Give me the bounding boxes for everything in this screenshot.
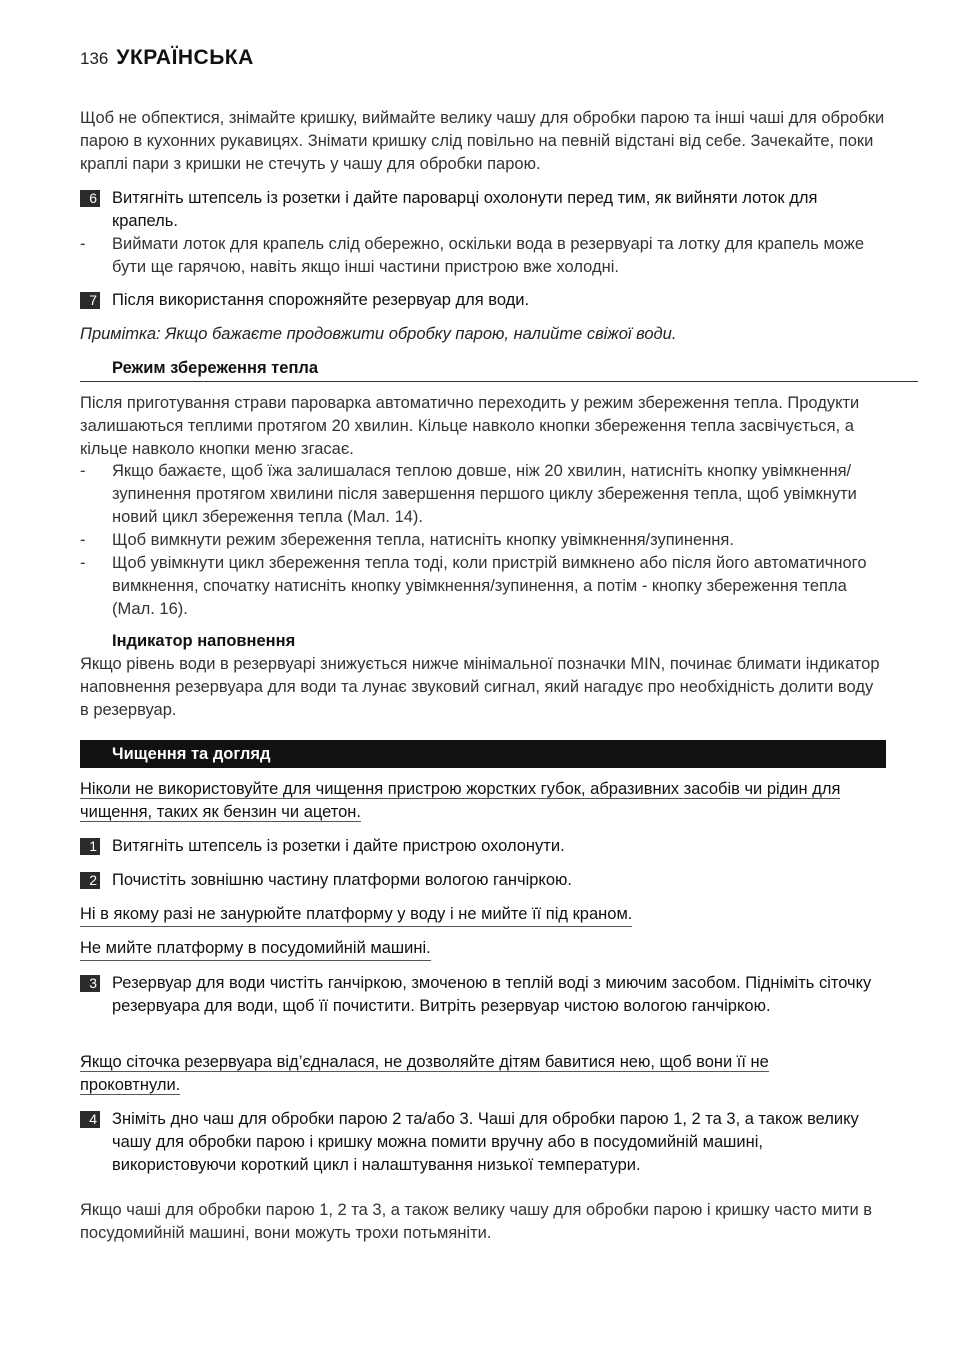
step-6-detail [80,233,886,279]
warning-text: Не мийте платформу в посудомийній машині. [80,937,431,961]
dash-marker: - [80,235,86,253]
step-number: 3 [80,975,100,992]
step-7 [80,289,886,312]
step-text: Почистіть зовнішню частину платформи вологою ганчіркою. [112,871,572,889]
step-text: Після використання спорожняйте резервуар для води. [112,291,530,309]
list-item [80,552,886,621]
step-2 [80,869,886,892]
step-4 [80,1108,886,1177]
keep-warm-heading: Режим збереження тепла [80,357,918,382]
step-text: Резервуар для води чистіть ганчіркою, змоченою в теплій воді з миючим засобом. Підніміть сіточку резервуара для води, щоб її почистити. Витріть резервуар чистою вологою ганчіркою. [112,974,872,1015]
final-paragraph: Якщо чаші для обробки парою 1, 2 та 3, а також велику чашу для обробки парою і кришку часто мити в посудомийній машині, вони можуть трохи потьмяніти. [80,1201,873,1242]
warning-no-dishwasher [80,937,886,961]
page-number: 136 [80,49,109,68]
step-number: 1 [80,838,100,855]
dash-marker: - [80,531,86,549]
step-number: 4 [80,1111,100,1128]
note: Примітка: Якщо бажаєте продовжити обробку парою, налийте свіжої води. [80,325,677,343]
step-text: Витягніть штепсель із розетки і дайте пристрою охолонути. [112,837,565,855]
fill-indicator-paragraph: Якщо рівень води в резервуарі знижується нижче мінімальної позначки MIN, починає блимати індикатор наповнення резервуара для води та лунає звуковий сигнал, який нагадує про необхідність долити воду в резервуар. [80,655,880,719]
intro-paragraph: Щоб не обпектися, знімайте кришку, виймайте велику чашу для обробки парою та інші чаші для обробки парою в кухонних рукавицях. Знімати кришку слід повільно на певній відстані від себе. Зачекайте, поки краплі пари з кришки не стечуть у чашу для обробки парою. [80,109,885,173]
language-title: УКРАЇНСЬКА [116,46,254,69]
step-number: 7 [80,292,100,309]
step-text: Витягніть штепсель із розетки і дайте пароварці охолонути перед тим, як вийняти лоток для крапель. [112,189,818,230]
dash-marker: - [80,554,86,572]
warning-text: Ніколи не використовуйте для чищення пристрою жорстких губок, абразивних засобів чи рідин для чищення, таких як бензин чи ацетон. [80,780,841,821]
list-item-text: Якщо бажаєте, щоб їжа залишалася теплою довше, ніж 20 хвилин, натисніть кнопку увімкнення/зупинення протягом хвилини після завершення першого циклу збереження тепла, щоб увімкнути новий цикл збереження тепла (Мал. 14). [112,462,857,526]
warning-no-immerse [80,903,886,927]
step-text: Зніміть дно чаш для обробки парою 2 та/або 3. Чаші для обробки парою 1, 2 та 3, а також велику чашу для обробки парою і кришку можна помити вручну або в посудомийній машині, використовуючи короткий цикл і налаштування низької температури. [112,1110,859,1174]
list-item-text: Щоб увімкнути цикл збереження тепла тоді, коли пристрій вимкнено або після його автоматичного вимкнення, спочатку натисніть кнопку увімкнення/зупинення, а потім - кнопку збереження тепла (Мал. 16). [112,554,867,618]
step-3 [80,972,886,1018]
warning-abrasive [80,778,880,824]
list-item [80,529,886,552]
cleaning-heading: Чищення та догляд [80,740,886,768]
fill-indicator-heading: Індикатор наповнення [112,632,296,650]
step-number: 2 [80,872,100,889]
list-item [80,460,886,529]
keep-warm-list [80,460,886,621]
page-header [80,46,254,70]
dash-marker: - [80,462,86,480]
warning-text: Якщо сіточка резервуара від’єдналася, не дозволяйте дітям бавитися нею, щоб вони її не проковтнули. [80,1053,769,1094]
warning-filter [80,1051,870,1097]
dash-text: Виймати лоток для крапель слід обережно, оскільки вода в резервуарі та лотку для крапель може бути ще гарячою, навіть якщо інші частини пристрою вже холодні. [112,235,864,276]
step-1 [80,835,886,858]
list-item-text: Щоб вимкнути режим збереження тепла, натисніть кнопку увімкнення/зупинення. [112,531,734,549]
warning-text: Ні в якому разі не занурюйте платформу у воду і не мийте її під краном. [80,903,632,927]
step-number: 6 [80,190,100,207]
step-6 [80,187,886,233]
keep-warm-paragraph: Після приготування страви пароварка автоматично переходить у режим збереження тепла. Продукти залишаються теплими протягом 20 хвилин. Кільце навколо кнопки збереження тепла засвічується, а кільце навколо кнопки меню згасає. [80,394,860,458]
